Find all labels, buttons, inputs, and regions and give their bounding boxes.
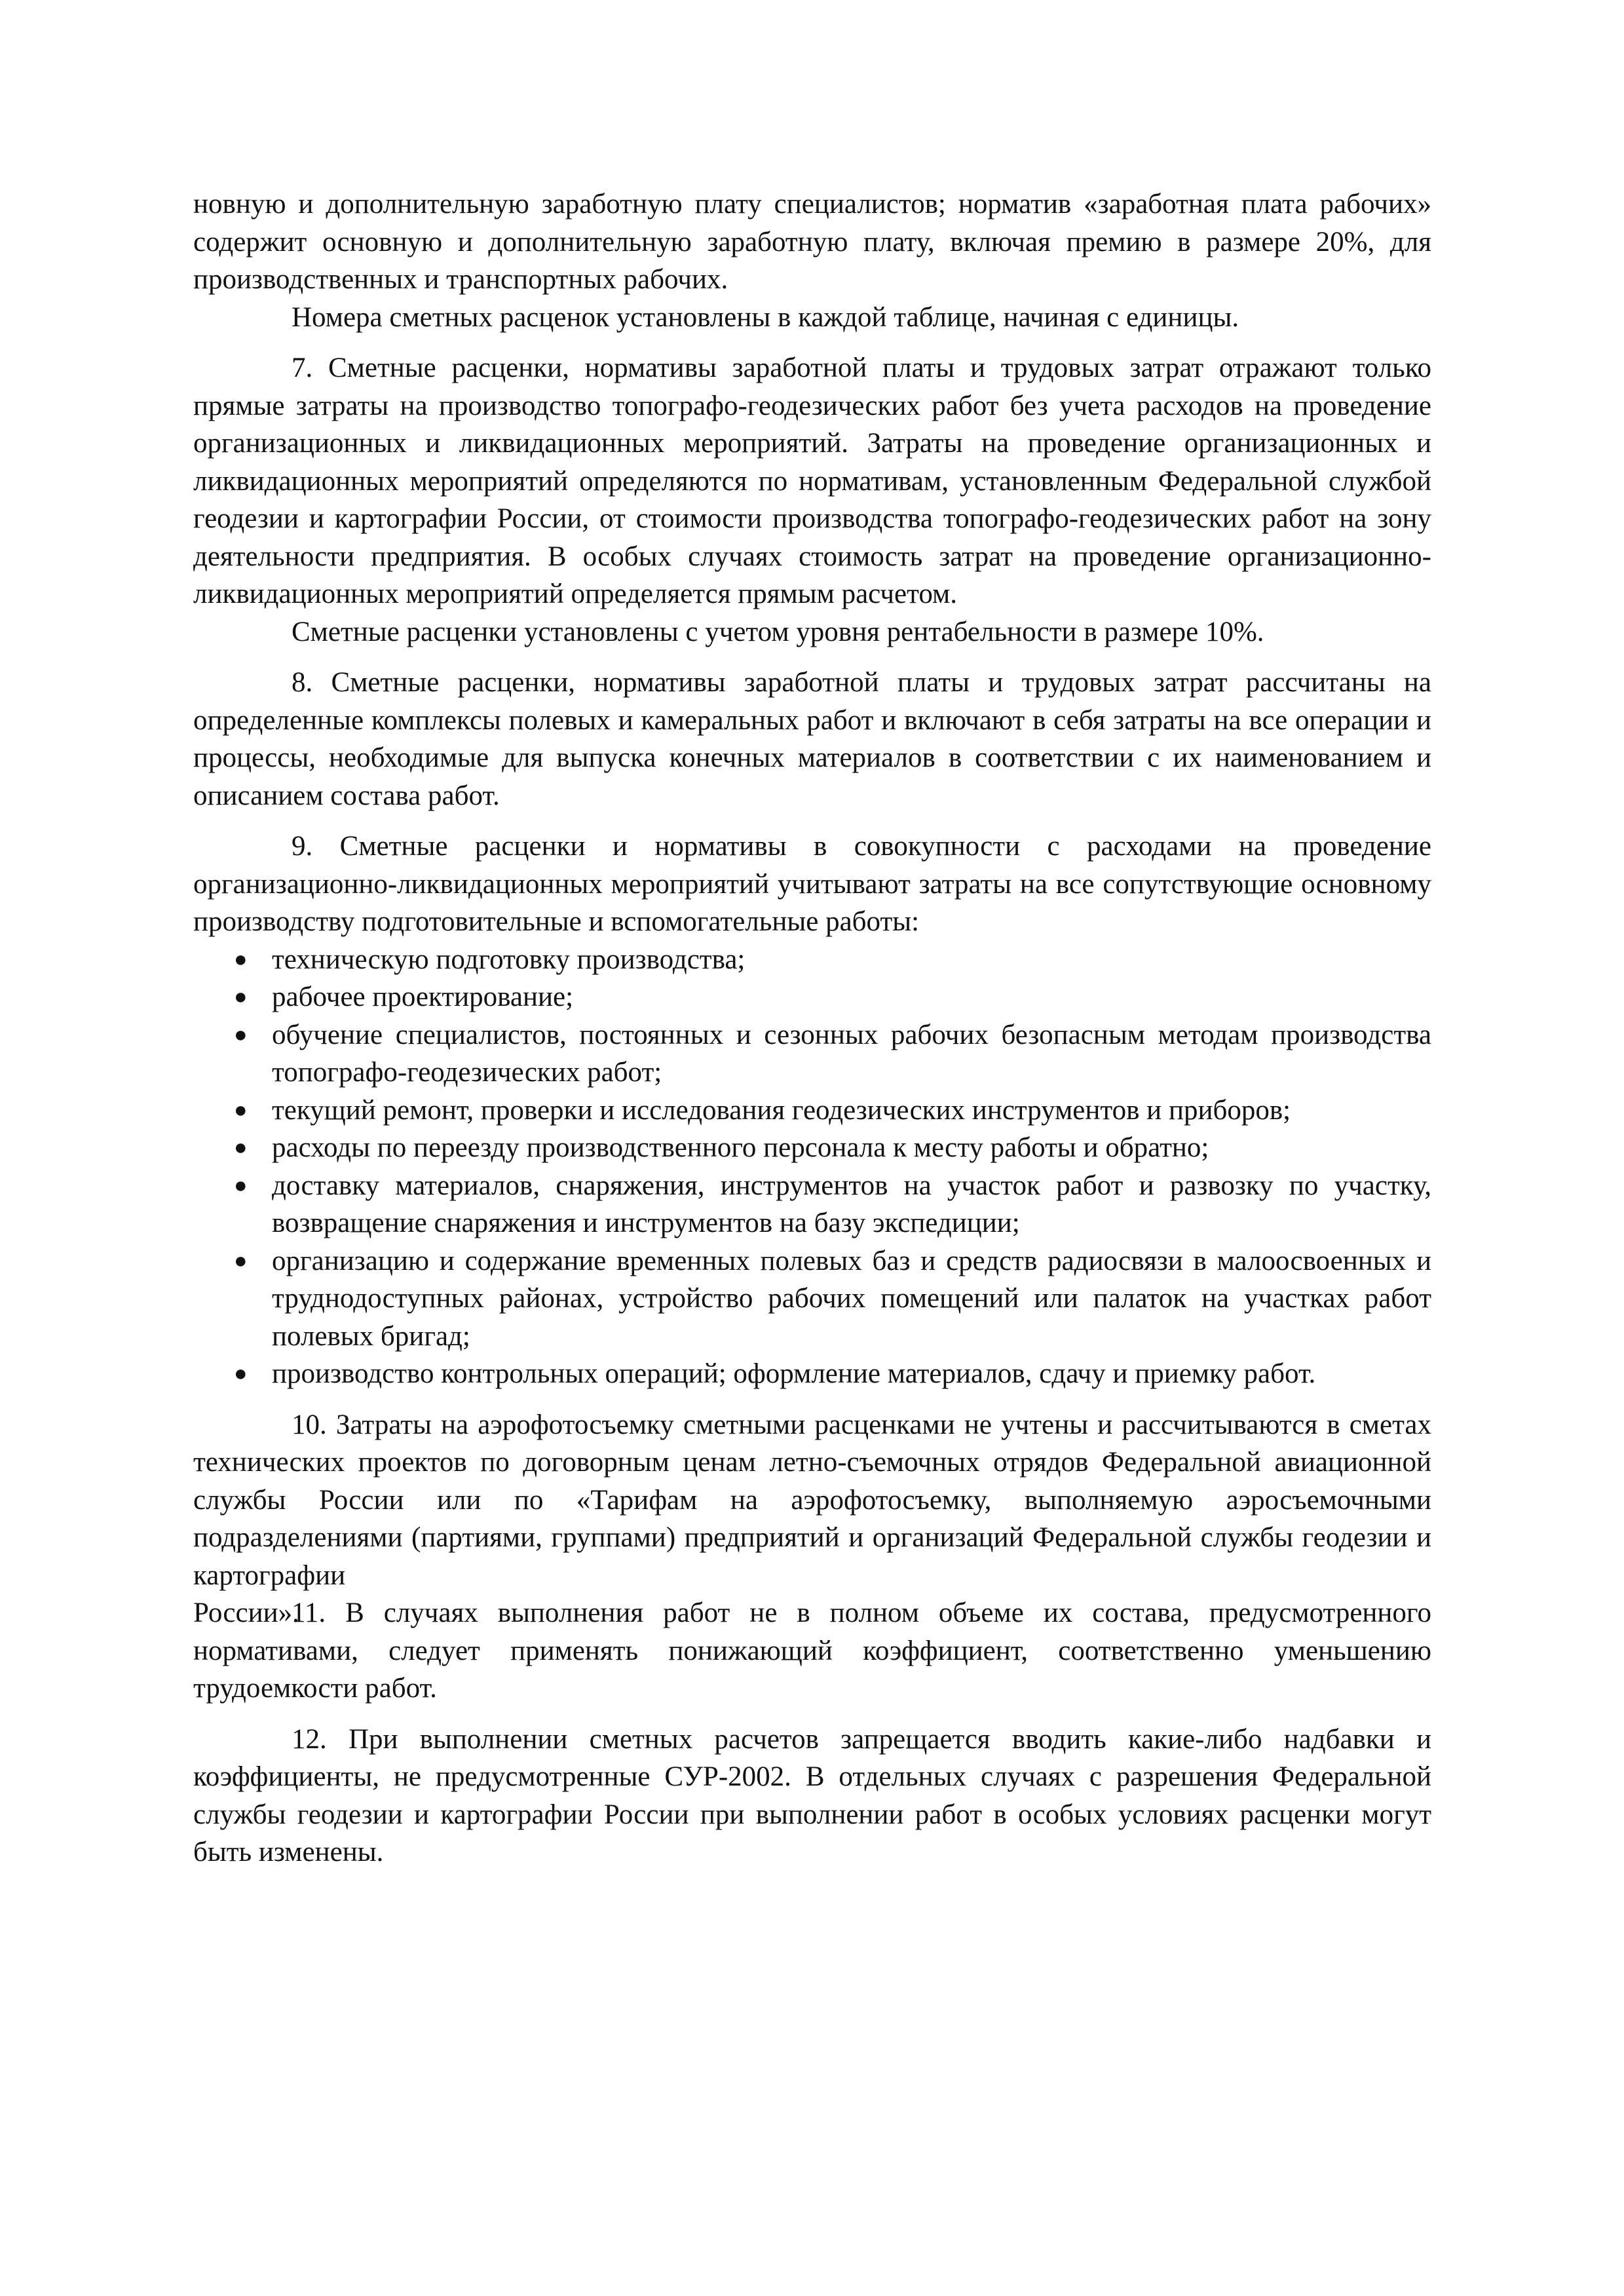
bullet-list <box>193 941 1431 1393</box>
bullet-icon: ● <box>234 1173 248 1198</box>
paragraph-10-tail: России». <box>193 1598 299 1628</box>
paragraph-9: 9. Сметные расценки и нормативы в совокупности с расходами на проведение организационно-ликвидационных мероприятий учитывают затраты на все сопутствующие основному производству подготовительные и вспомогательные работы: <box>193 831 1431 937</box>
list-item-text: рабочее проектирование; <box>272 982 574 1012</box>
list-item-text: техническую подготовку производства; <box>272 944 746 975</box>
list-item <box>193 1167 1431 1242</box>
bullet-icon: ● <box>234 1362 248 1386</box>
paragraph-10-11-overlap <box>193 1594 1431 1708</box>
paragraph-8: 8. Сметные расценки, нормативы заработной платы и трудовых затрат рассчитаны на определенные комплексы полевых и камеральных работ и включают в себя затраты на все операции и процессы, необходимые для выпуска конечных материалов в соответствии с их наименованием и описанием состава работ. <box>193 667 1431 811</box>
bullet-icon: ● <box>234 947 248 972</box>
list-item-text: доставку материалов, снаряжения, инструментов на участок работ и развозку по участку, возвращение снаряжения и инструментов на базу экспедиции; <box>272 1170 1431 1238</box>
paragraph-7-rentability: Сметные расценки установлены с учетом уровня рентабельности в размере 10%. <box>292 616 1264 647</box>
list-item-text: текущий ремонт, проверки и исследования геодезических инструментов и приборов; <box>272 1094 1291 1126</box>
paragraph-12: 12. При выполнении сметных расчетов запрещается вводить какие-либо надбавки и коэффициенты, не предусмотренные СУР-2002. В отдельных случаях с разрешения Федеральной службы геодезии и картографии России при выполнении работ в особых условиях расценки могут быть изменены. <box>193 1723 1431 1867</box>
paragraph-7: 7. Сметные расценки, нормативы заработной платы и трудовых затрат отражают только прямые затраты на производство топографо-геодезических работ без учета расходов на проведение организационных и ликвидационных мероприятий. Затраты на проведение организационных и ликвидационных мероприятий определяются по нормативам, установленным Федеральной службой геодезии и картографии России, от стоимости производства топографо-геодезических работ на зону деятельности предприятия. В особых случаях стоимость затрат на проведение организационно-ликвидационных мероприятий определяется прямым расчетом. <box>193 353 1431 609</box>
paragraph-10: 10. Затраты на аэрофотосъемку сметными расценками не учтены и рассчитываются в сметах технических проектов по договорным ценам летно-съемочных отрядов Федеральной авиационной службы России или по «Тарифам на аэрофотосъемку, выполняемую аэросъемочными подразделениями (партиями, группами) предприятий и организаций Федеральной службы геодезии и картографии <box>193 1409 1431 1591</box>
list-item <box>193 941 1431 979</box>
paragraph-11: 11. В случаях выполнения работ не в полном объеме их состава, предусмотренного нормативами, следует применять понижающий коэффициент, соответственно уменьшению трудоемкости работ. <box>193 1598 1431 1704</box>
list-item <box>193 1242 1431 1356</box>
list-item-text: производство контрольных операций; оформление материалов, сдачу и приемку работ. <box>272 1358 1316 1389</box>
bullet-icon: ● <box>234 1136 248 1160</box>
bullet-icon: ● <box>234 985 248 1009</box>
paragraph-numbers: Номера сметных расценок установлены в каждой таблице, начиная с единицы. <box>292 301 1239 333</box>
bullet-icon: ● <box>234 1248 248 1273</box>
paragraph-intro: новную и дополнительную заработную плату специалистов; норматив «заработная плата рабочих» содержит основную и дополнительную заработную плату, включая премию в размере 20%, для производственных и транспортных рабочих. <box>193 189 1431 295</box>
list-item-text: обучение специалистов, постоянных и сезонных рабочих безопасным методам производства топографо-геодезических работ; <box>272 1019 1431 1088</box>
list-item <box>193 1092 1431 1130</box>
document-page <box>193 185 1431 1871</box>
list-item <box>193 1016 1431 1092</box>
bullet-icon: ● <box>234 1098 248 1122</box>
list-item <box>193 1129 1431 1167</box>
list-item-text: расходы по переезду производственного персонала к месту работы и обратно; <box>272 1132 1209 1163</box>
list-item <box>193 978 1431 1016</box>
list-item-text: организацию и содержание временных полевых баз и средств радиосвязи в малоосвоенных и труднодоступных районах, устройство рабочих помещений или палаток на участках работ полевых бригад; <box>272 1245 1431 1352</box>
bullet-icon: ● <box>234 1022 248 1047</box>
list-item <box>193 1355 1431 1393</box>
